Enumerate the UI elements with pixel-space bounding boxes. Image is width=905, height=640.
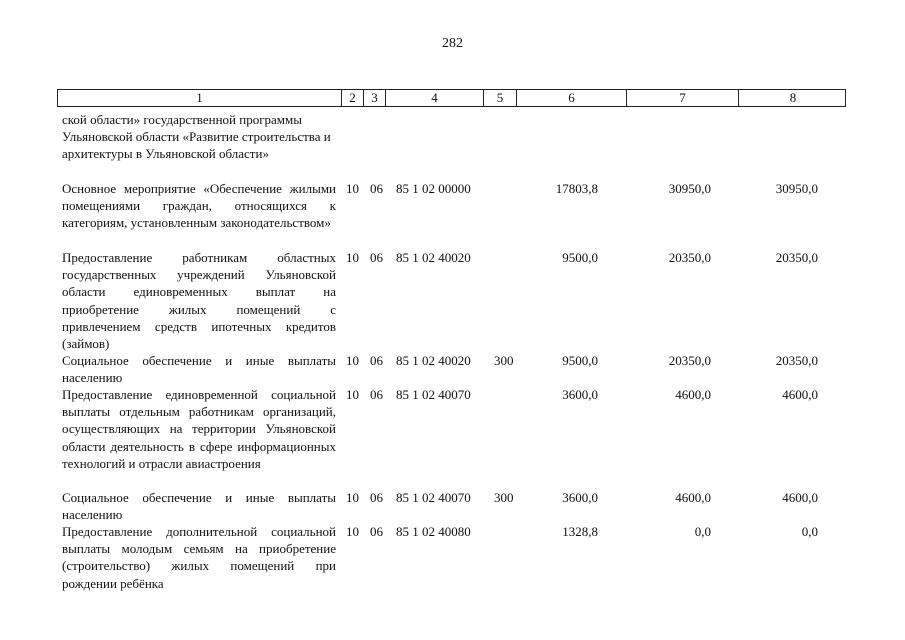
column-header-7: 7 bbox=[626, 90, 738, 106]
row-description: Социальное обеспечение и иные выплаты населению bbox=[62, 490, 336, 523]
target-code: 85 1 02 40020 bbox=[396, 250, 471, 265]
amount-column-6: 17803,8 bbox=[555, 181, 598, 196]
column-header-1: 1 bbox=[196, 90, 203, 105]
section-code: 10 bbox=[346, 250, 359, 265]
amount-column-8: 0,0 bbox=[801, 524, 818, 539]
expense-type-code: 300 bbox=[494, 353, 514, 368]
amount-column-8: 4600,0 bbox=[782, 490, 818, 505]
subsection-code: 06 bbox=[370, 353, 383, 368]
column-header-6: 6 bbox=[516, 90, 626, 106]
target-code: 85 1 02 40070 bbox=[396, 490, 471, 505]
amount-column-6: 3600,0 bbox=[562, 387, 598, 402]
amount-column-7: 20350,0 bbox=[668, 250, 711, 265]
amount-column-6: 9500,0 bbox=[562, 353, 598, 368]
amount-column-7: 4600,0 bbox=[675, 490, 711, 505]
row-description: Социальное обеспечение и иные выплаты населению bbox=[62, 353, 336, 386]
row-description: ской области» государственной программы Ульяновской области «Развитие строительства и архитектуры в Ульяновской области» bbox=[62, 112, 331, 162]
section-code: 10 bbox=[346, 490, 359, 505]
row-description: Предоставление единовременной социальной выплаты отдельным работникам организаций, осуществляющих на территории Ульяновской области деятельность в сфере информационных технологий и отрасли авиастроения bbox=[62, 387, 336, 471]
amount-column-6: 1328,8 bbox=[562, 524, 598, 539]
row-description: Предоставление дополнительной социальной выплаты молодым семьям на приобретение (строительство) жилых помещений при рождении ребёнка bbox=[62, 524, 336, 591]
section-code: 10 bbox=[346, 353, 359, 368]
target-code: 85 1 02 40070 bbox=[396, 387, 471, 402]
column-header-5: 5 bbox=[483, 90, 516, 106]
amount-column-8: 30950,0 bbox=[775, 181, 818, 196]
amount-column-8: 20350,0 bbox=[775, 250, 818, 265]
column-header-4: 4 bbox=[385, 90, 483, 106]
column-header-3: 3 bbox=[363, 90, 385, 106]
row-description: Предоставление работникам областных государственных учреждений Ульяновской области единовременных выплат на приобретение жилых помещений с привлечением средств ипотечных кредитов (займов) bbox=[62, 250, 336, 352]
column-header-8: 8 bbox=[738, 90, 847, 106]
subsection-code: 06 bbox=[370, 181, 383, 196]
amount-column-7: 20350,0 bbox=[668, 353, 711, 368]
target-code: 85 1 02 40080 bbox=[396, 524, 471, 539]
amount-column-7: 0,0 bbox=[694, 524, 711, 539]
section-code: 10 bbox=[346, 524, 359, 539]
expense-type-code: 300 bbox=[494, 490, 514, 505]
amount-column-6: 3600,0 bbox=[562, 490, 598, 505]
amount-column-6: 9500,0 bbox=[562, 250, 598, 265]
section-code: 10 bbox=[346, 387, 359, 402]
amount-column-8: 4600,0 bbox=[782, 387, 818, 402]
target-code: 85 1 02 00000 bbox=[396, 181, 471, 196]
page-number: 282 bbox=[442, 36, 463, 51]
target-code: 85 1 02 40020 bbox=[396, 353, 471, 368]
subsection-code: 06 bbox=[370, 524, 383, 539]
section-code: 10 bbox=[346, 181, 359, 196]
subsection-code: 06 bbox=[370, 250, 383, 265]
amount-column-8: 20350,0 bbox=[775, 353, 818, 368]
subsection-code: 06 bbox=[370, 490, 383, 505]
amount-column-7: 30950,0 bbox=[668, 181, 711, 196]
subsection-code: 06 bbox=[370, 387, 383, 402]
column-header-2: 2 bbox=[341, 90, 363, 106]
amount-column-7: 4600,0 bbox=[675, 387, 711, 402]
table-header bbox=[57, 89, 846, 107]
row-description: Основное мероприятие «Обеспечение жилыми помещениями граждан, относящихся к категориям, установленным законодательством» bbox=[62, 181, 336, 231]
